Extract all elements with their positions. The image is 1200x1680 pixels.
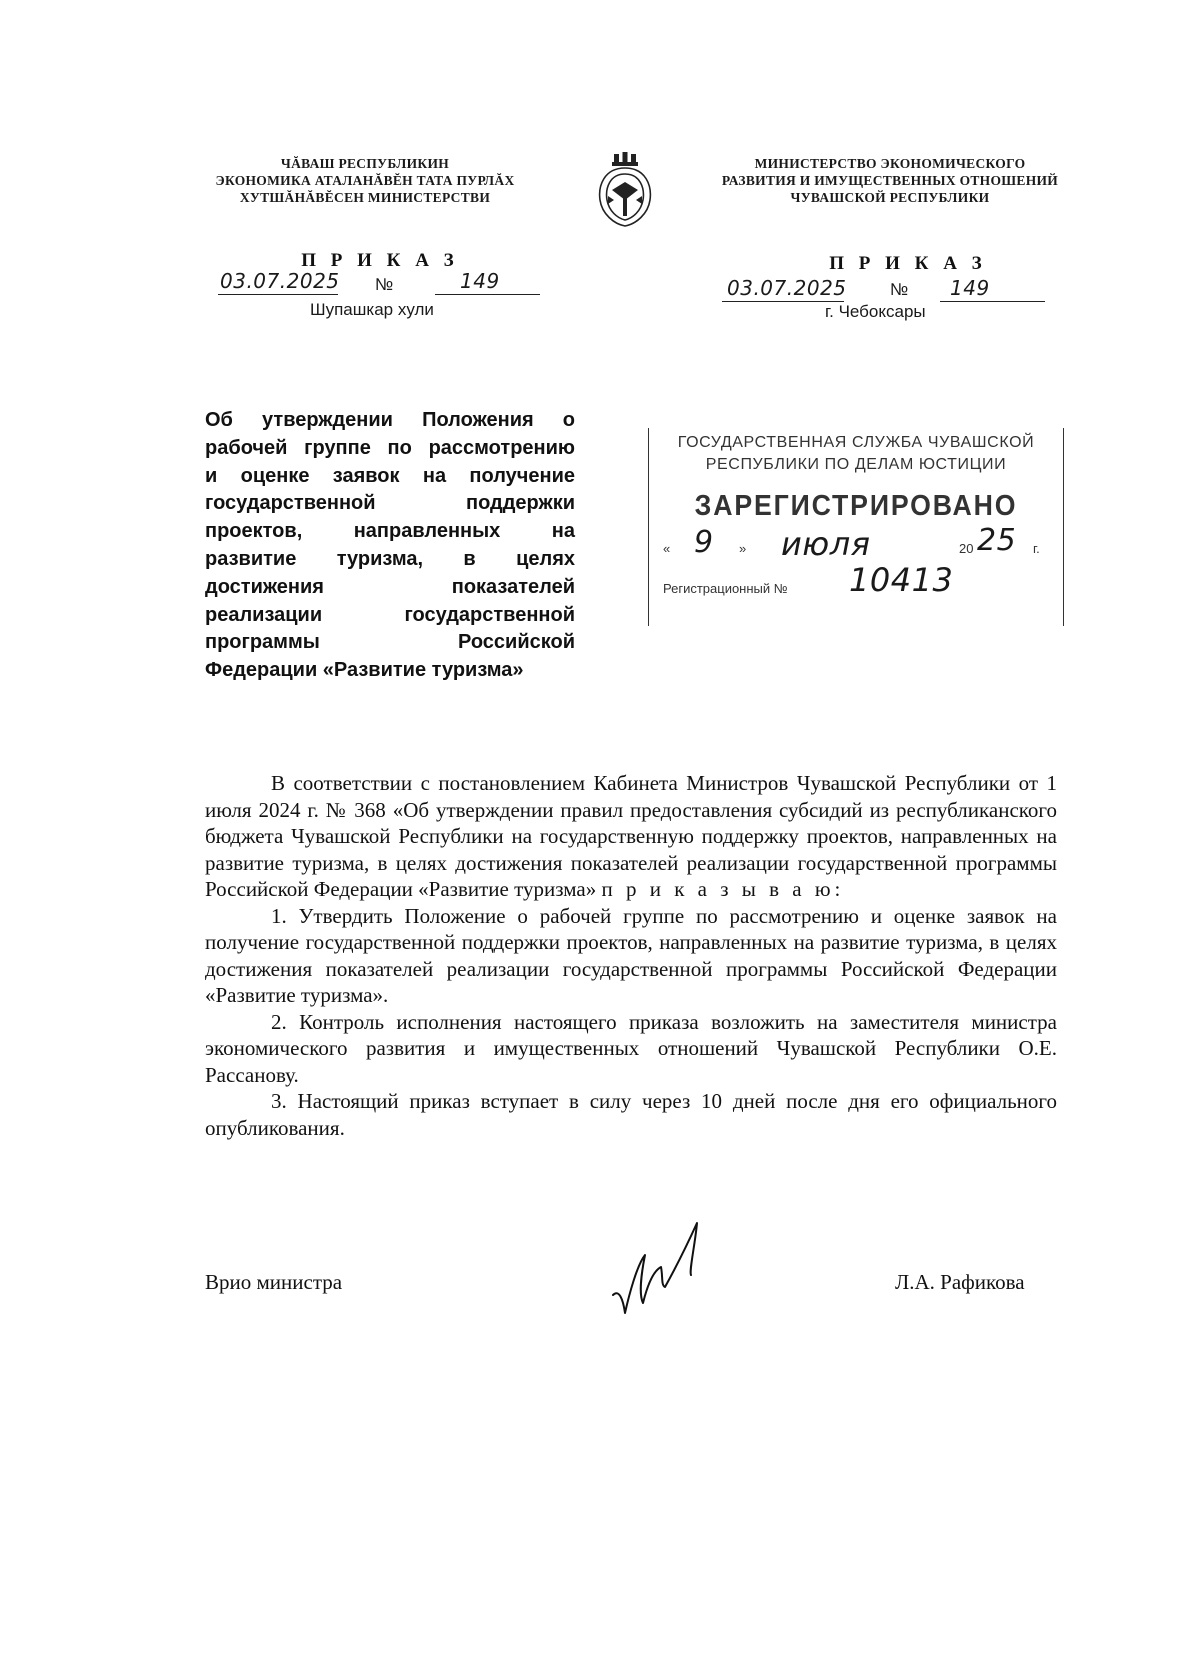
subject-line-7: достижения показателей bbox=[205, 575, 575, 598]
header-right-line-1: МИНИСТЕРСТВО ЭКОНОМИЧЕСКОГО bbox=[754, 156, 1026, 171]
order-right-number-sign: № bbox=[890, 280, 909, 299]
subject-line-2: рабочей группе по рассмотрению bbox=[205, 436, 575, 459]
subject-line-9: программы Российской bbox=[205, 631, 575, 654]
stamp-year-unit: г. bbox=[1033, 541, 1040, 556]
order-left-city: Шупашкар хули bbox=[310, 300, 434, 319]
order-right-date: 03.07.2025 bbox=[727, 276, 847, 300]
header-left-line-2: ЭКОНОМИКА АТАЛАНĂВĔН ТАТА ПУРЛĂХ bbox=[215, 173, 515, 188]
order-left-date: 03.07.2025 bbox=[220, 269, 340, 293]
document-subject bbox=[205, 407, 575, 685]
signature-position: Врио министра bbox=[205, 1270, 343, 1294]
order-right-number: 149 bbox=[950, 276, 990, 300]
stamp-status: ЗАРЕГИСТРИРОВАНО bbox=[694, 490, 1018, 522]
header-right-line-3: ЧУВАШСКОЙ РЕСПУБЛИКИ bbox=[790, 190, 990, 205]
body-preamble-text: В соответствии с постановлением Кабинета Министров Чувашской Республики от 1 июля 2024 г. № 368 «Об утверждении правил предоставления субсидий из республиканского бюджета Чувашской Республики на государственную поддержку проектов, направленных на развитие туризма, в целях достижения показателей реализации государственной программы Российской Федерации «Развитие туризма» bbox=[205, 771, 1057, 901]
body-item-2: 2. Контроль исполнения настоящего приказа возложить на заместителя министра экономического развития и имущественных отношений Чувашской Республики О.Е. Рассанову. bbox=[205, 1009, 1057, 1087]
header-right-line-2: РАЗВИТИЯ И ИМУЩЕСТВЕННЫХ ОТНОШЕНИЙ bbox=[721, 173, 1059, 188]
order-left-number-sign: № bbox=[375, 275, 394, 294]
stamp-reg-label: Регистрационный № bbox=[663, 581, 788, 596]
subject-line-3: и оценке заявок на получение bbox=[205, 464, 575, 487]
document-body bbox=[205, 770, 1057, 1141]
order-left-number: 149 bbox=[460, 269, 500, 293]
signature-name: Л.А. Рафикова bbox=[895, 1270, 1025, 1294]
body-preamble bbox=[205, 770, 1057, 903]
subject-line-4: государственной поддержки bbox=[205, 492, 575, 515]
body-item-1: 1. Утвердить Положение о рабочей группе по рассмотрению и оценке заявок на получение государственной поддержки проектов, направленных на развитие туризма, в целях достижения показателей реализации государственной программы Российской Федерации «Развитие туризма». bbox=[205, 903, 1057, 1007]
stamp-day: 9 bbox=[694, 525, 714, 560]
stamp-year-suffix: 25 bbox=[977, 523, 1017, 558]
stamp-month: июля bbox=[781, 525, 871, 563]
chuvash-emblem-icon bbox=[592, 148, 658, 230]
stamp-org-line-1: ГОСУДАРСТВЕННАЯ СЛУЖБА ЧУВАШСКОЙ bbox=[677, 434, 1035, 451]
order-right-title: П Р И К А З bbox=[829, 253, 987, 274]
registration-stamp bbox=[648, 428, 1064, 626]
subject-line-10: Федерации «Развитие туризма» bbox=[205, 659, 524, 682]
handwritten-signature bbox=[605, 1215, 715, 1325]
stamp-reg-row bbox=[649, 561, 1063, 607]
header-left-org bbox=[190, 155, 540, 206]
stamp-org-line-2: РЕСПУБЛИКИ ПО ДЕЛАМ ЮСТИЦИИ bbox=[705, 456, 1007, 473]
header-right-org bbox=[700, 155, 1080, 206]
subject-line-5: проектов, направленных на bbox=[205, 520, 575, 543]
stamp-reg-number: 10413 bbox=[849, 561, 954, 599]
order-left-title: П Р И К А З bbox=[301, 250, 459, 271]
stamp-close-quote: » bbox=[739, 541, 747, 556]
subject-line-1: Об утверждении Положения о bbox=[205, 409, 575, 431]
stamp-open-quote: « bbox=[663, 541, 671, 556]
order-right-city: г. Чебоксары bbox=[825, 302, 926, 321]
header-left-line-1: ЧĂВАШ РЕСПУБЛИКИН bbox=[280, 156, 450, 171]
header-left-line-3: ХУТШĂНĂВĔСЕН МИНИСТЕРСТВИ bbox=[239, 190, 491, 205]
stamp-year-prefix: 20 bbox=[959, 541, 974, 556]
subject-line-6: развитие туризма, в целях bbox=[205, 547, 575, 570]
body-order-word: п р и к а з ы в а ю: bbox=[601, 877, 845, 901]
subject-line-8: реализации государственной bbox=[205, 603, 575, 626]
body-item-3: 3. Настоящий приказ вступает в силу через 10 дней после дня его официального опубликования. bbox=[205, 1089, 1057, 1140]
